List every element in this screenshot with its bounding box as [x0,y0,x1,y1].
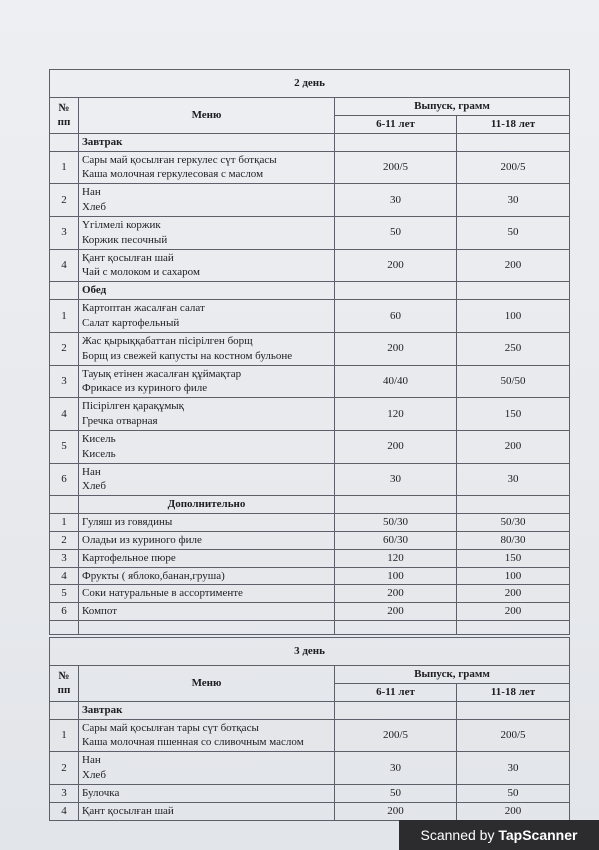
dish-name: Картофельное пюре [79,549,335,567]
dish-name-ru: Коржик песочный [82,233,168,246]
col-header-menu: Меню [79,666,335,702]
portion-6-11: 200 [335,332,457,365]
dish-name: Фрукты ( яблоко,банан,груша) [79,567,335,585]
section-title-breakfast: Завтрак [79,701,335,719]
col-header-num: № пп [50,98,79,134]
dish-name [79,184,335,217]
dish-name-ru: Хлеб [82,201,106,214]
watermark-brand: TapScanner [498,827,578,843]
col-header-num: № пп [50,666,79,702]
menu-row [50,585,570,603]
dish-name [79,151,335,184]
portion-6-11: 200 [335,249,457,282]
portion-11-18: 100 [457,567,570,585]
col-header-age-11-18: 11-18 лет [457,683,570,701]
row-number: 3 [50,216,79,249]
dish-name-ru: Каша молочная геркулесовая с маслом [82,168,264,181]
col-header-age-6-11: 6-11 лет [335,115,457,133]
row-number: 1 [50,514,79,532]
dish-name [79,332,335,365]
dish-name-ru: Салат картофельный [82,316,180,329]
menu-row [50,430,570,463]
portion-11-18: 200/5 [457,151,570,184]
menu-row [50,514,570,532]
col-header-output: Выпуск, грамм [335,98,570,116]
portion-11-18: 50/50 [457,365,570,398]
dish-name: Компот [79,603,335,621]
dish-name [79,365,335,398]
menu-row [50,151,570,184]
dish-name: Соки натуральные в ассортименте [79,585,335,603]
row-number: 2 [50,531,79,549]
col-header-age-11-18: 11-18 лет [457,115,570,133]
dish-name-kz: Қант қосылған шай [82,251,174,264]
row-number: 5 [50,585,79,603]
portion-6-11: 200 [335,585,457,603]
portion-11-18: 200 [457,802,570,820]
portion-11-18: 30 [457,184,570,217]
dish-name-ru: Чай с молоком и сахаром [82,266,200,279]
dish-name [79,463,335,496]
menu-row [50,398,570,431]
portion-11-18: 200 [457,249,570,282]
dish-name [79,249,335,282]
scanner-watermark [399,820,599,850]
dish-name-ru: Кисель [82,447,116,460]
dish-name: Оладьи из куриного филе [79,531,335,549]
dish-name-kz: Кисель [82,432,116,445]
menu-row [50,365,570,398]
portion-6-11: 120 [335,549,457,567]
section-title-breakfast: Завтрак [79,133,335,151]
portion-11-18: 200/5 [457,719,570,752]
dish-name-ru: Гречка отварная [82,415,158,428]
portion-11-18: 80/30 [457,531,570,549]
row-number: 2 [50,752,79,785]
portion-11-18: 50 [457,216,570,249]
dish-name-ru: Фрикасе из куриного филе [82,382,208,395]
col-header-menu: Меню [79,98,335,134]
portion-11-18: 30 [457,463,570,496]
dish-name-kz: Тауық етінен жасалған құймақтар [82,367,242,380]
menu-row [50,216,570,249]
portion-11-18: 200 [457,585,570,603]
dish-name-kz: Сары май қосылған геркулес сүт ботқасы [82,153,277,166]
portion-6-11: 60 [335,300,457,333]
portion-6-11: 200 [335,430,457,463]
empty-row [50,621,570,635]
dish-name [79,398,335,431]
menu-row [50,603,570,621]
menu-row [50,300,570,333]
row-number: 2 [50,332,79,365]
row-number: 4 [50,567,79,585]
portion-11-18: 50 [457,784,570,802]
row-number: 1 [50,300,79,333]
dish-name-kz: Үгілмелі коржик [82,218,161,231]
portion-6-11: 200/5 [335,719,457,752]
dish-name-kz: Жас қырыққабаттан пісірілген борщ [82,334,253,347]
row-number: 3 [50,365,79,398]
dish-name: Булочка [79,784,335,802]
portion-6-11: 200/5 [335,151,457,184]
row-number: 5 [50,430,79,463]
dish-name: Гуляш из говядины [79,514,335,532]
dish-name-kz: Картоптан жасалған салат [82,302,205,315]
row-number: 3 [50,549,79,567]
dish-name: Қант қосылған шай [79,802,335,820]
dish-name-kz: Нан [82,465,101,478]
menu-row [50,184,570,217]
dish-name [79,719,335,752]
dish-name-ru: Борщ из свежей капусты на костном бульоне [82,349,293,362]
menu-row [50,249,570,282]
portion-6-11: 60/30 [335,531,457,549]
dish-name [79,430,335,463]
portion-6-11: 50/30 [335,514,457,532]
dish-name [79,300,335,333]
day-title: 3 день [50,638,570,666]
row-number: 4 [50,398,79,431]
portion-6-11: 200 [335,603,457,621]
portion-6-11: 50 [335,216,457,249]
row-number: 1 [50,151,79,184]
dish-name-kz: Пісірілген қарақұмық [82,400,185,413]
dish-name-kz: Нан [82,186,101,199]
portion-11-18: 200 [457,430,570,463]
dish-name-ru: Хлеб [82,480,106,493]
dish-name [79,752,335,785]
col-header-age-6-11: 6-11 лет [335,683,457,701]
menu-row [50,752,570,785]
menu-row [50,531,570,549]
row-number: 2 [50,184,79,217]
menu-row [50,549,570,567]
menu-row [50,463,570,496]
row-number: 6 [50,603,79,621]
portion-6-11: 50 [335,784,457,802]
section-title-lunch: Обед [79,282,335,300]
portion-11-18: 250 [457,332,570,365]
portion-6-11: 40/40 [335,365,457,398]
dish-name [79,216,335,249]
menu-row [50,332,570,365]
row-number: 3 [50,784,79,802]
portion-6-11: 30 [335,463,457,496]
portion-6-11: 100 [335,567,457,585]
dish-name-ru: Каша молочная пшенная со сливочным маслом [82,736,304,749]
row-number: 4 [50,802,79,820]
menu-table-day-2 [49,69,570,635]
watermark-prefix: Scanned by [420,827,499,843]
day-title: 2 день [50,70,570,98]
col-header-output: Выпуск, грамм [335,666,570,684]
portion-11-18: 30 [457,752,570,785]
dish-name-ru: Хлеб [82,769,106,782]
dish-name-kz: Сары май қосылған тары сүт ботқасы [82,721,259,734]
portion-6-11: 200 [335,802,457,820]
menu-row [50,719,570,752]
row-number: 4 [50,249,79,282]
row-number: 1 [50,719,79,752]
portion-6-11: 30 [335,752,457,785]
row-number: 6 [50,463,79,496]
menu-row [50,567,570,585]
menu-row [50,802,570,820]
portion-11-18: 100 [457,300,570,333]
portion-11-18: 50/30 [457,514,570,532]
menu-table-day-3 [49,637,570,821]
portion-11-18: 150 [457,549,570,567]
menu-row [50,784,570,802]
section-title-extra: Дополнительно [79,496,335,514]
portion-11-18: 200 [457,603,570,621]
portion-6-11: 30 [335,184,457,217]
portion-11-18: 150 [457,398,570,431]
dish-name-kz: Нан [82,754,101,767]
portion-6-11: 120 [335,398,457,431]
